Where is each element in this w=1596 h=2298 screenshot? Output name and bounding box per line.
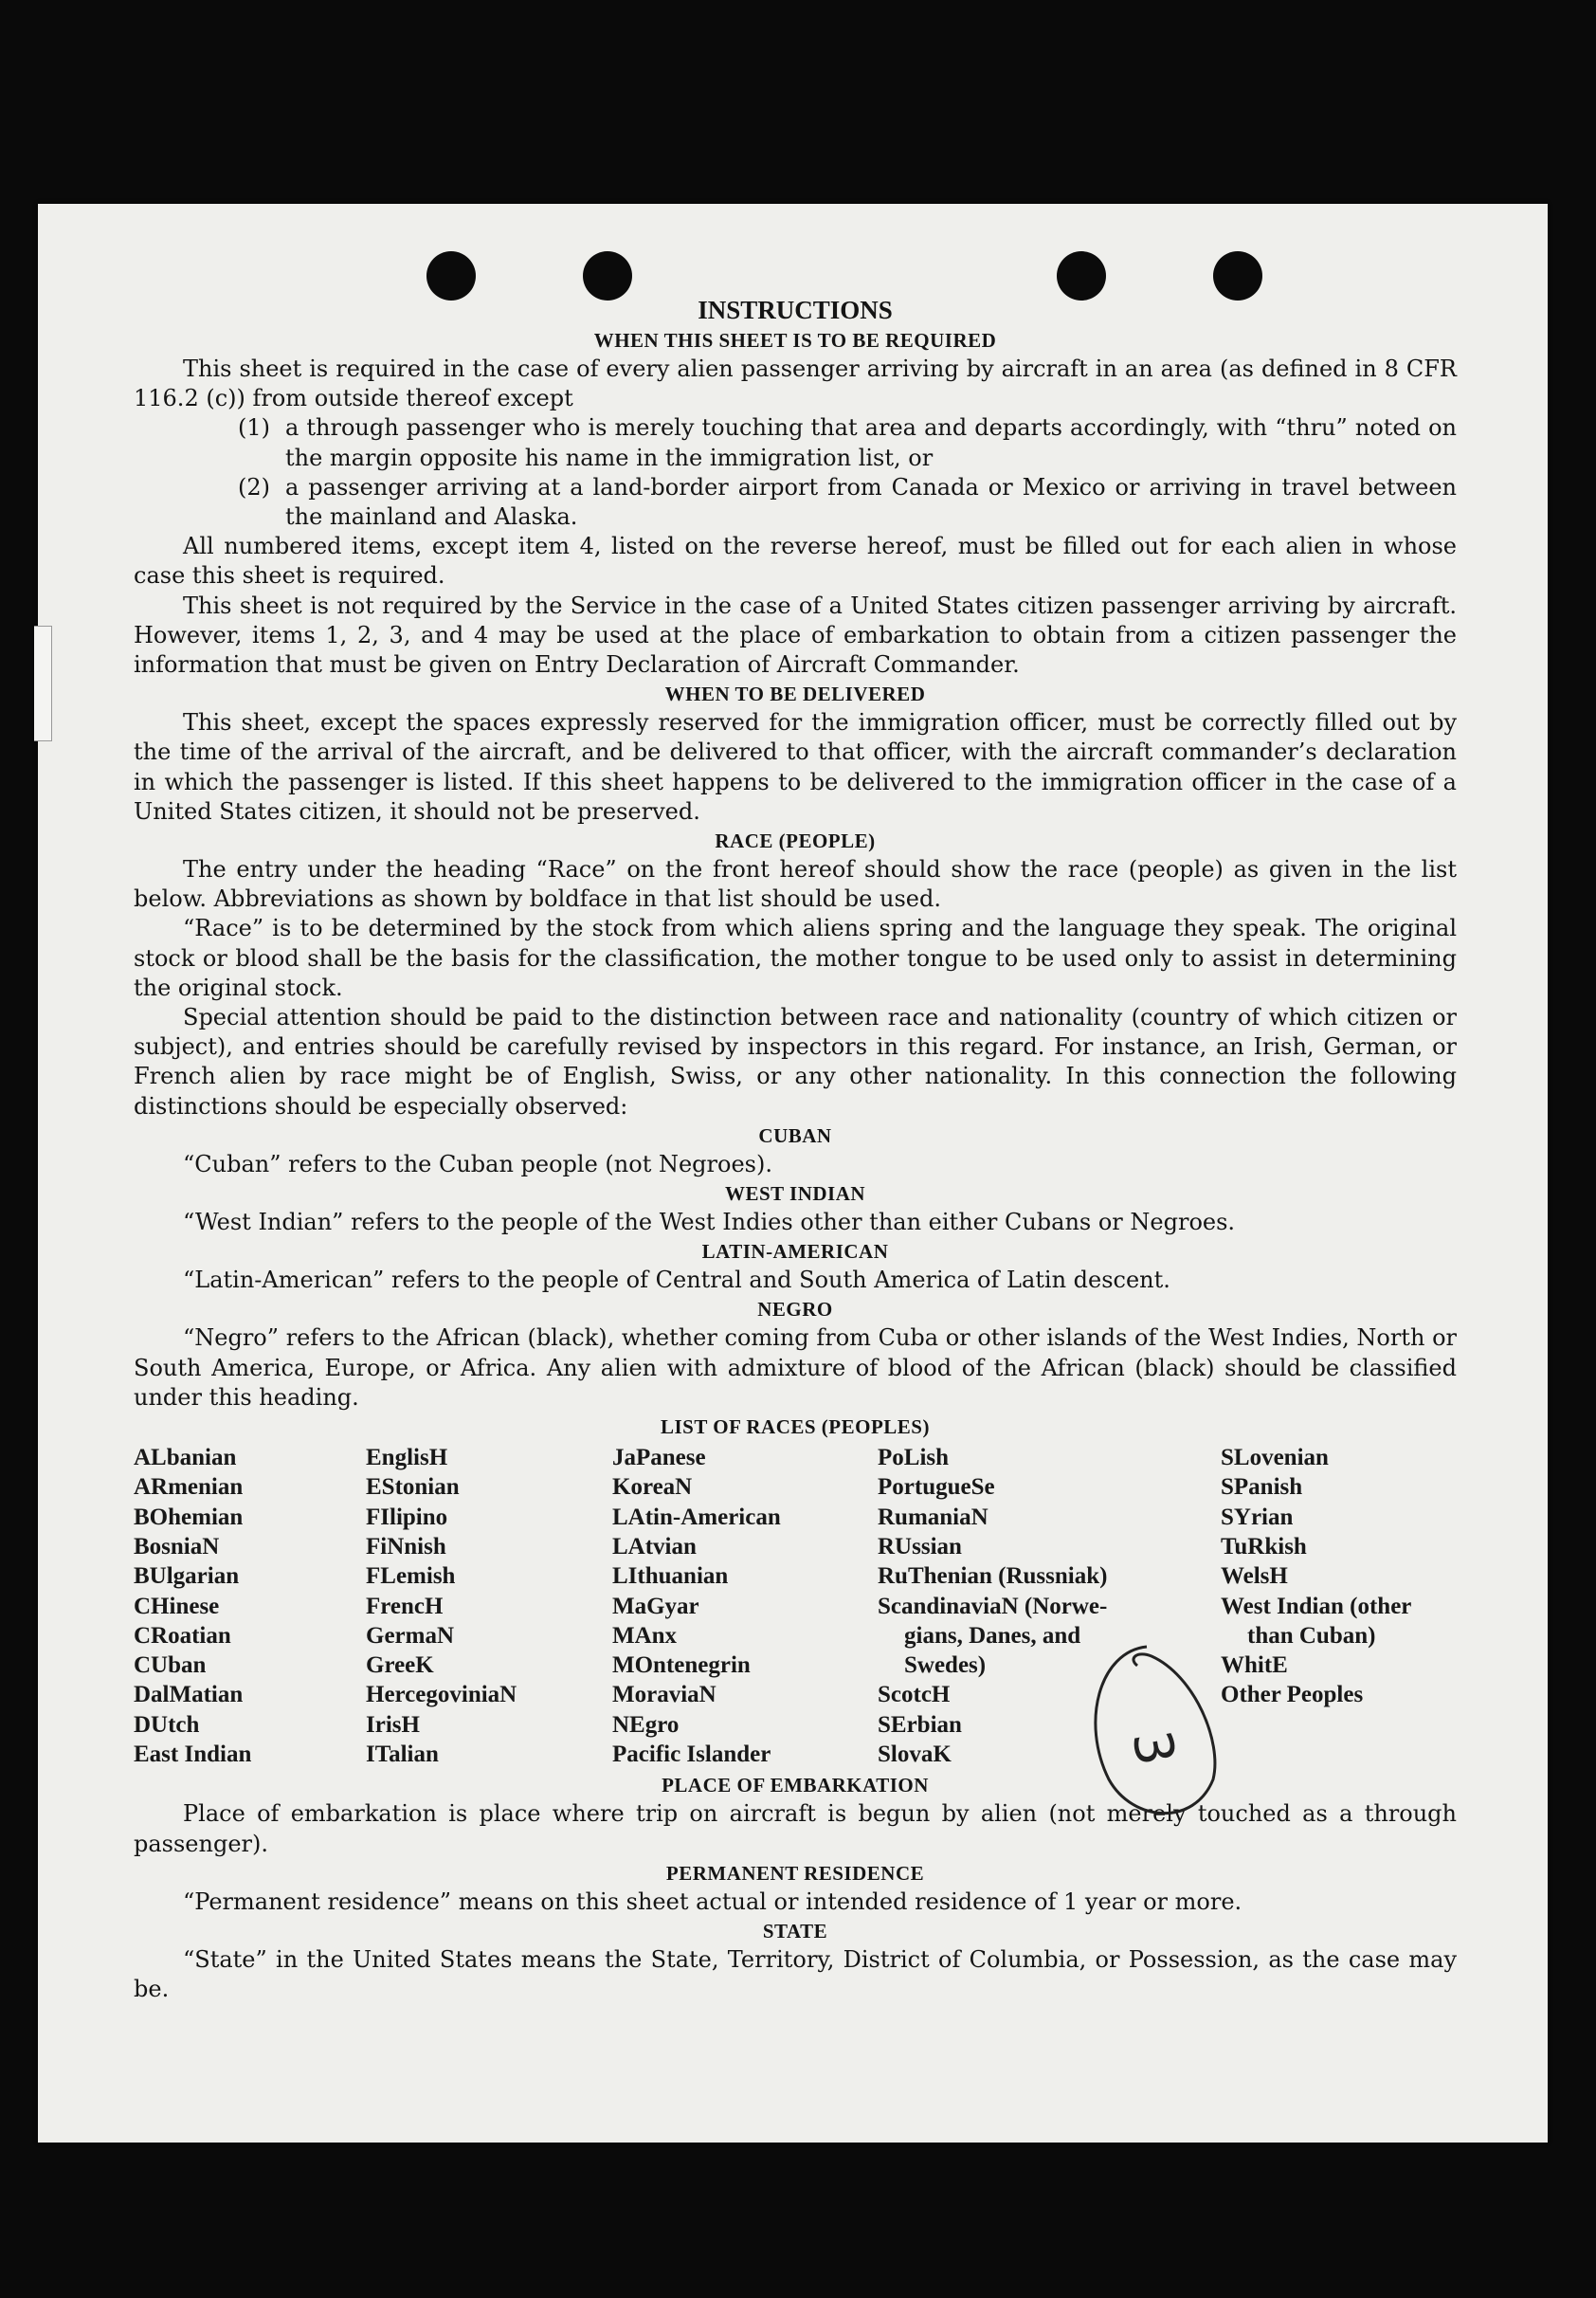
handwritten-number: 3 <box>1119 1725 1187 1771</box>
heading-race: RACE (PEOPLE) <box>715 830 876 853</box>
race-entry: SlovaK <box>878 1742 952 1768</box>
race-entry: MOntenegrin <box>612 1652 751 1679</box>
race-entry: SLovenian <box>1221 1445 1329 1471</box>
race-entry: KoreaN <box>612 1474 693 1501</box>
race-entry: RumaniaN <box>878 1504 988 1530</box>
race-entry: FLemish <box>366 1563 456 1590</box>
race-entry: West Indian (other <box>1221 1593 1412 1619</box>
race-entry: GreeK <box>366 1652 434 1679</box>
race-entry: LAtvian <box>612 1533 697 1559</box>
document-sheet <box>38 204 1548 2143</box>
race-entry: EnglisH <box>366 1445 448 1471</box>
paragraph: “Cuban” refers to the Cuban people (not Negroes). <box>183 1150 772 1177</box>
race-entry: ScandinaviaN (Norwe- <box>878 1593 1108 1619</box>
heading-embarkation: PLACE OF EMBARKATION <box>662 1774 929 1797</box>
heading-latin-american: LATIN-AMERICAN <box>701 1240 889 1264</box>
race-entry: FIlipino <box>366 1504 448 1530</box>
list-item <box>238 473 1457 532</box>
item-number: (1) <box>238 414 270 442</box>
race-entry: SYrian <box>1221 1504 1294 1530</box>
race-entry: BUlgarian <box>134 1563 240 1590</box>
item-number: (2) <box>238 473 270 501</box>
race-entry: gians, Danes, and <box>904 1622 1081 1649</box>
paragraph: “Race” is to be determined by the stock from which aliens spring and the language they speak. The original stock or blood shall be the basis for the classification, the mother tongue to be used only to assist in determining the original stock. <box>134 915 1457 1001</box>
paragraph: “Latin-American” refers to the people of Central and South America of Latin descent. <box>183 1267 1170 1294</box>
page-title: INSTRUCTIONS <box>698 296 893 324</box>
races-column-3 <box>612 1443 878 1769</box>
race-entry: DalMatian <box>134 1682 244 1708</box>
paragraph: Place of embarkation is place where trip on aircraft is begun by alien (not merely touched as a through passenger). <box>134 1800 1457 1857</box>
race-entry: MAnx <box>612 1622 678 1649</box>
paragraph: “State” in the United States means the State, Territory, District of Columbia, or Possession, as the case may be. <box>134 1945 1457 2003</box>
race-entry: PortugueSe <box>878 1474 995 1501</box>
heading-state: STATE <box>762 1919 828 1942</box>
race-entry: FiNnish <box>366 1533 446 1559</box>
list-item <box>238 413 1457 472</box>
paragraph: Special attention should be paid to the distinction between race and nationality (country of which citizen or subject), and entries should be carefully revised by inspectors in this regard. For instance, an Irish, German, or French alien by race might be of English, Swiss, or any other nationality. In this connection the following distinctions should be especially observed: <box>134 1004 1457 1120</box>
race-entry: HercegoviniaN <box>366 1682 517 1708</box>
race-entry: East Indian <box>134 1742 252 1768</box>
race-entry: RUssian <box>878 1533 962 1559</box>
heading-cuban: CUBAN <box>758 1123 832 1147</box>
race-entry: NEgro <box>612 1711 680 1738</box>
race-entry: CRoatian <box>134 1622 231 1649</box>
race-entry: FrencH <box>366 1593 444 1619</box>
paragraph: “Permanent residence” means on this sheet actual or intended residence of 1 year or more. <box>183 1888 1242 1915</box>
race-entry: DUtch <box>134 1711 200 1738</box>
heading-west-indian: WEST INDIAN <box>724 1182 866 1206</box>
race-entry: SErbian <box>878 1711 962 1738</box>
race-entry: than Cuban) <box>1247 1622 1376 1649</box>
race-entry: IrisH <box>366 1711 420 1738</box>
race-entry: RuThenian (Russniak) <box>878 1563 1108 1590</box>
race-entry: ARmenian <box>134 1474 244 1501</box>
race-entry: LIthuanian <box>612 1563 729 1590</box>
paragraph: This sheet, except the spaces expressly reserved for the immigration officer, must be correctly filled out by the time of the arrival of the aircraft, and be delivered to that officer, with the aircraft commander’s declaration in which the passenger is listed. If this sheet happens to be delivered to the immigration officer in the case of a United States citizen, it should not be preserved. <box>134 709 1457 825</box>
race-entry: CHinese <box>134 1593 220 1619</box>
race-entry: CUban <box>134 1652 207 1679</box>
instructions-body <box>134 294 1457 2004</box>
races-column-2 <box>366 1443 612 1769</box>
races-table <box>134 1443 1457 1769</box>
paragraph: “Negro” refers to the African (black), whether coming from Cuba or other islands of the West Indies, North or South America, Europe, or Africa. Any alien with admixture of blood of the African (black) should be classified under this heading. <box>134 1324 1457 1411</box>
race-entry: MoraviaN <box>612 1682 716 1708</box>
race-entry: JaPanese <box>612 1445 706 1471</box>
race-entry: ScotcH <box>878 1682 951 1708</box>
race-entry: WelsH <box>1221 1563 1288 1590</box>
paragraph: “West Indian” refers to the people of the West Indies other than either Cubans or Negroes. <box>183 1209 1236 1236</box>
paragraph: This sheet is required in the case of every alien passenger arriving by aircraft in an area (as defined in 8 CFR 116.2 (c)) from outside thereof except <box>134 356 1457 412</box>
race-entry: BOhemian <box>134 1504 244 1530</box>
race-entry: Other Peoples <box>1221 1682 1364 1708</box>
heading-list-of-races: LIST OF RACES (PEOPLES) <box>661 1415 930 1439</box>
race-entry: WhitE <box>1221 1652 1288 1679</box>
paragraph: This sheet is not required by the Service in the case of a United States citizen passenger arriving by aircraft. However, items 1, 2, 3, and 4 may be used at the place of embarkation to obtain from a citizen passenger the information that must be given on Entry Declaration of Aircraft Commander. <box>134 592 1457 679</box>
race-entry: Pacific Islander <box>612 1742 771 1768</box>
heading-when-required: WHEN THIS SHEET IS TO BE REQUIRED <box>593 329 997 352</box>
paper-tab <box>34 626 52 741</box>
item-text: a through passenger who is merely touching that area and departs accordingly, with “thru” noted on the margin opposite his name in the immigration list, or <box>285 414 1457 471</box>
race-entry: SPanish <box>1221 1474 1303 1501</box>
race-entry: BosniaN <box>134 1533 220 1559</box>
handwritten-circle-annotation <box>1080 1637 1223 1836</box>
race-entry: ITalian <box>366 1742 439 1768</box>
race-entry: TuRkish <box>1221 1533 1307 1559</box>
race-entry: ALbanian <box>134 1445 237 1471</box>
race-entry: EStonian <box>366 1474 460 1501</box>
heading-permanent-residence: PERMANENT RESIDENCE <box>665 1861 925 1885</box>
paragraph: All numbered items, except item 4, listed on the reverse hereof, must be filled out for each alien in whose case this sheet is required. <box>134 533 1457 590</box>
race-entry: PoLish <box>878 1445 950 1471</box>
race-entry: MaGyar <box>612 1593 699 1619</box>
heading-negro: NEGRO <box>757 1298 833 1322</box>
paragraph: The entry under the heading “Race” on the front hereof should show the race (people) as given in the list below. Abbreviations as shown by boldface in that list should be used. <box>134 856 1457 913</box>
races-column-5 <box>1221 1443 1457 1769</box>
race-entry: Swedes) <box>904 1652 987 1679</box>
heading-when-delivered: WHEN TO BE DELIVERED <box>664 683 926 706</box>
race-entry: LAtin-American <box>612 1504 781 1530</box>
item-text: a passenger arriving at a land-border airport from Canada or Mexico or arriving in travel between the mainland and Alaska. <box>285 473 1457 531</box>
race-entry: GermaN <box>366 1622 455 1649</box>
races-column-1 <box>134 1443 366 1769</box>
